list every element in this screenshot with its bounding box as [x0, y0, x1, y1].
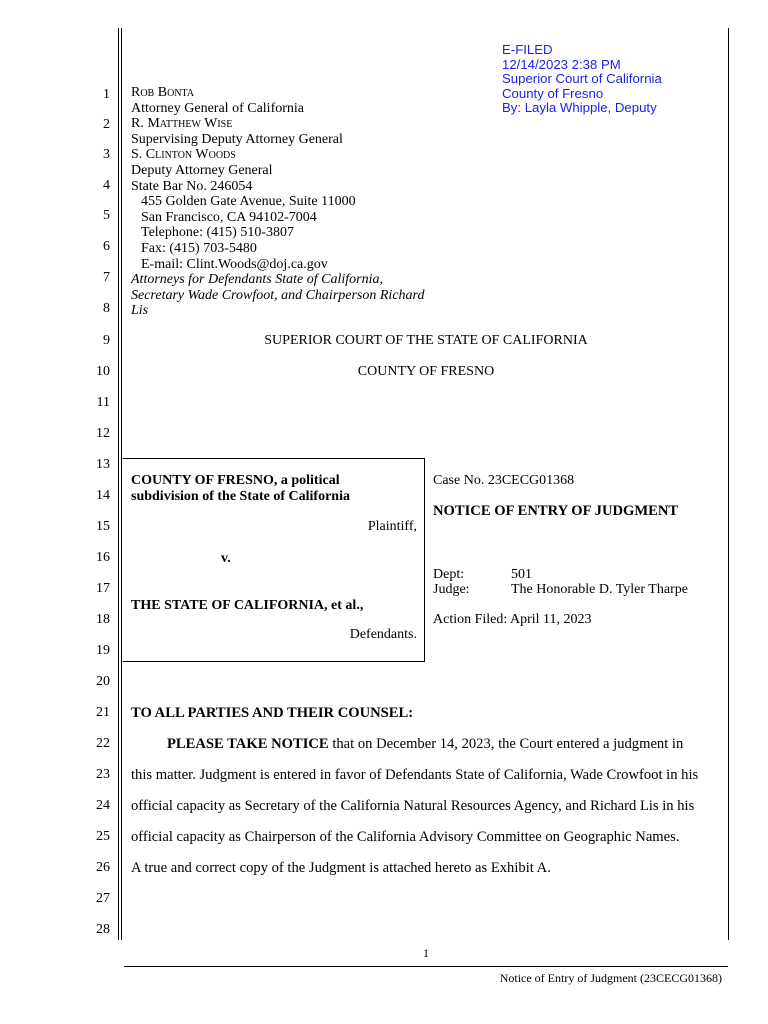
fax: Fax: (415) 703-5480	[141, 240, 257, 256]
attorney-title: Supervising Deputy Attorney General	[131, 131, 343, 147]
page-number: 1	[423, 946, 429, 960]
line-number: 15	[96, 519, 110, 534]
document-title: NOTICE OF ENTRY OF JUDGMENT	[433, 503, 679, 519]
efiled-label: E-FILED	[502, 42, 553, 57]
judge-value: The Honorable D. Tyler Tharpe	[511, 582, 688, 597]
body-line: this matter. Judgment is entered in favor of Defendants State of California, Wade Crowfoot in his	[131, 767, 699, 783]
defendant-label: Defendants.	[349, 627, 417, 642]
footer-title: Notice of Entry of Judgment (23CECG01368)	[499, 971, 722, 985]
line-number: 4	[103, 178, 110, 193]
efiled-deputy: By: Layla Whipple, Deputy	[502, 100, 657, 116]
action-filed: Action Filed: April 11, 2023	[433, 612, 592, 627]
left-margin-rule-inner	[121, 28, 122, 940]
line-number: 18	[96, 612, 110, 627]
body-line: official capacity as Secretary of the California Natural Resources Agency, and Richard Lis in his	[131, 798, 695, 814]
efiled-county: County of Fresno	[502, 85, 604, 101]
court-name: SUPERIOR COURT OF THE STATE OF CALIFORNIA	[264, 333, 588, 348]
line-number: 8	[103, 301, 110, 316]
case-number: Case No. 23CECG01368	[433, 473, 575, 488]
attorney-name: R. Matthew Wise	[131, 116, 233, 132]
line-number: 22	[96, 736, 110, 751]
left-margin-rule	[118, 28, 119, 940]
line-number: 13	[96, 457, 110, 472]
body-line	[167, 736, 683, 753]
plaintiff-description: subdivision of the State of California	[131, 489, 350, 504]
attorney-name: Rob Bonta	[131, 85, 195, 100]
right-margin-rule	[728, 28, 729, 940]
line-number: 14	[96, 488, 110, 503]
line-number: 26	[96, 860, 110, 875]
attorney-title: Attorney General of California	[131, 100, 304, 116]
line-number: 9	[103, 333, 110, 348]
line-number: 16	[96, 550, 110, 565]
line-number: 20	[96, 674, 110, 689]
judge-label: Judge:	[433, 582, 470, 597]
notice-bold-text: PLEASE TAKE NOTICE	[167, 736, 329, 752]
line-number: 11	[96, 395, 110, 410]
telephone: Telephone: (415) 510-3807	[141, 225, 294, 241]
line-number: 3	[103, 147, 110, 162]
address-line: 455 Golden Gate Avenue, Suite 11000	[141, 194, 356, 210]
body-line: A true and correct copy of the Judgment is attached hereto as Exhibit A.	[131, 860, 551, 876]
efiled-court: Superior Court of California	[502, 71, 662, 87]
line-number: 21	[96, 705, 110, 720]
attorneys-for-line: Lis	[131, 303, 149, 319]
attorneys-for-line: Secretary Wade Crowfoot, and Chairperson Richard	[131, 287, 425, 303]
attorney-name: S. Clinton Woods	[131, 147, 236, 163]
attorney-block	[131, 85, 424, 319]
line-number: 25	[96, 829, 110, 844]
line-number: 23	[96, 767, 110, 782]
dept-label: Dept:	[433, 567, 465, 582]
address-line: San Francisco, CA 94102-7004	[141, 209, 317, 225]
line-number: 19	[96, 643, 110, 658]
plaintiff-label: Plaintiff,	[367, 519, 417, 534]
line-number: 6	[103, 239, 110, 254]
line-number: 1	[103, 87, 110, 102]
plaintiff-name: COUNTY OF FRESNO, a political	[131, 473, 340, 488]
line-number: 5	[103, 208, 110, 223]
efiled-timestamp: 12/14/2023 2:38 PM	[502, 56, 621, 72]
notice-rest-text: that on December 14, 2023, the Court entered a judgment in	[328, 736, 684, 752]
line-number: 27	[96, 891, 110, 906]
salutation-heading: TO ALL PARTIES AND THEIR COUNSEL:	[131, 705, 414, 721]
court-county: COUNTY OF FRESNO	[357, 364, 495, 379]
body-line: official capacity as Chairperson of the California Advisory Committee on Geographic Names.	[131, 829, 680, 845]
line-number: 24	[96, 798, 110, 813]
defendant-name: THE STATE OF CALIFORNIA, et al.,	[131, 598, 364, 613]
line-number: 2	[103, 117, 110, 132]
line-number: 28	[96, 922, 110, 937]
line-number: 7	[103, 270, 110, 285]
state-bar-number: State Bar No. 246054	[131, 178, 253, 194]
line-number: 10	[96, 364, 110, 379]
dept-value: 501	[511, 567, 532, 582]
attorneys-for-line: Attorneys for Defendants State of California,	[131, 272, 383, 288]
efiled-stamp	[502, 43, 662, 116]
line-number: 17	[96, 581, 110, 596]
line-number: 12	[96, 426, 110, 441]
versus: v.	[221, 551, 231, 566]
footer-rule	[124, 966, 728, 967]
attorney-title: Deputy Attorney General	[131, 162, 273, 178]
email: E-mail: Clint.Woods@doj.ca.gov	[141, 256, 328, 272]
